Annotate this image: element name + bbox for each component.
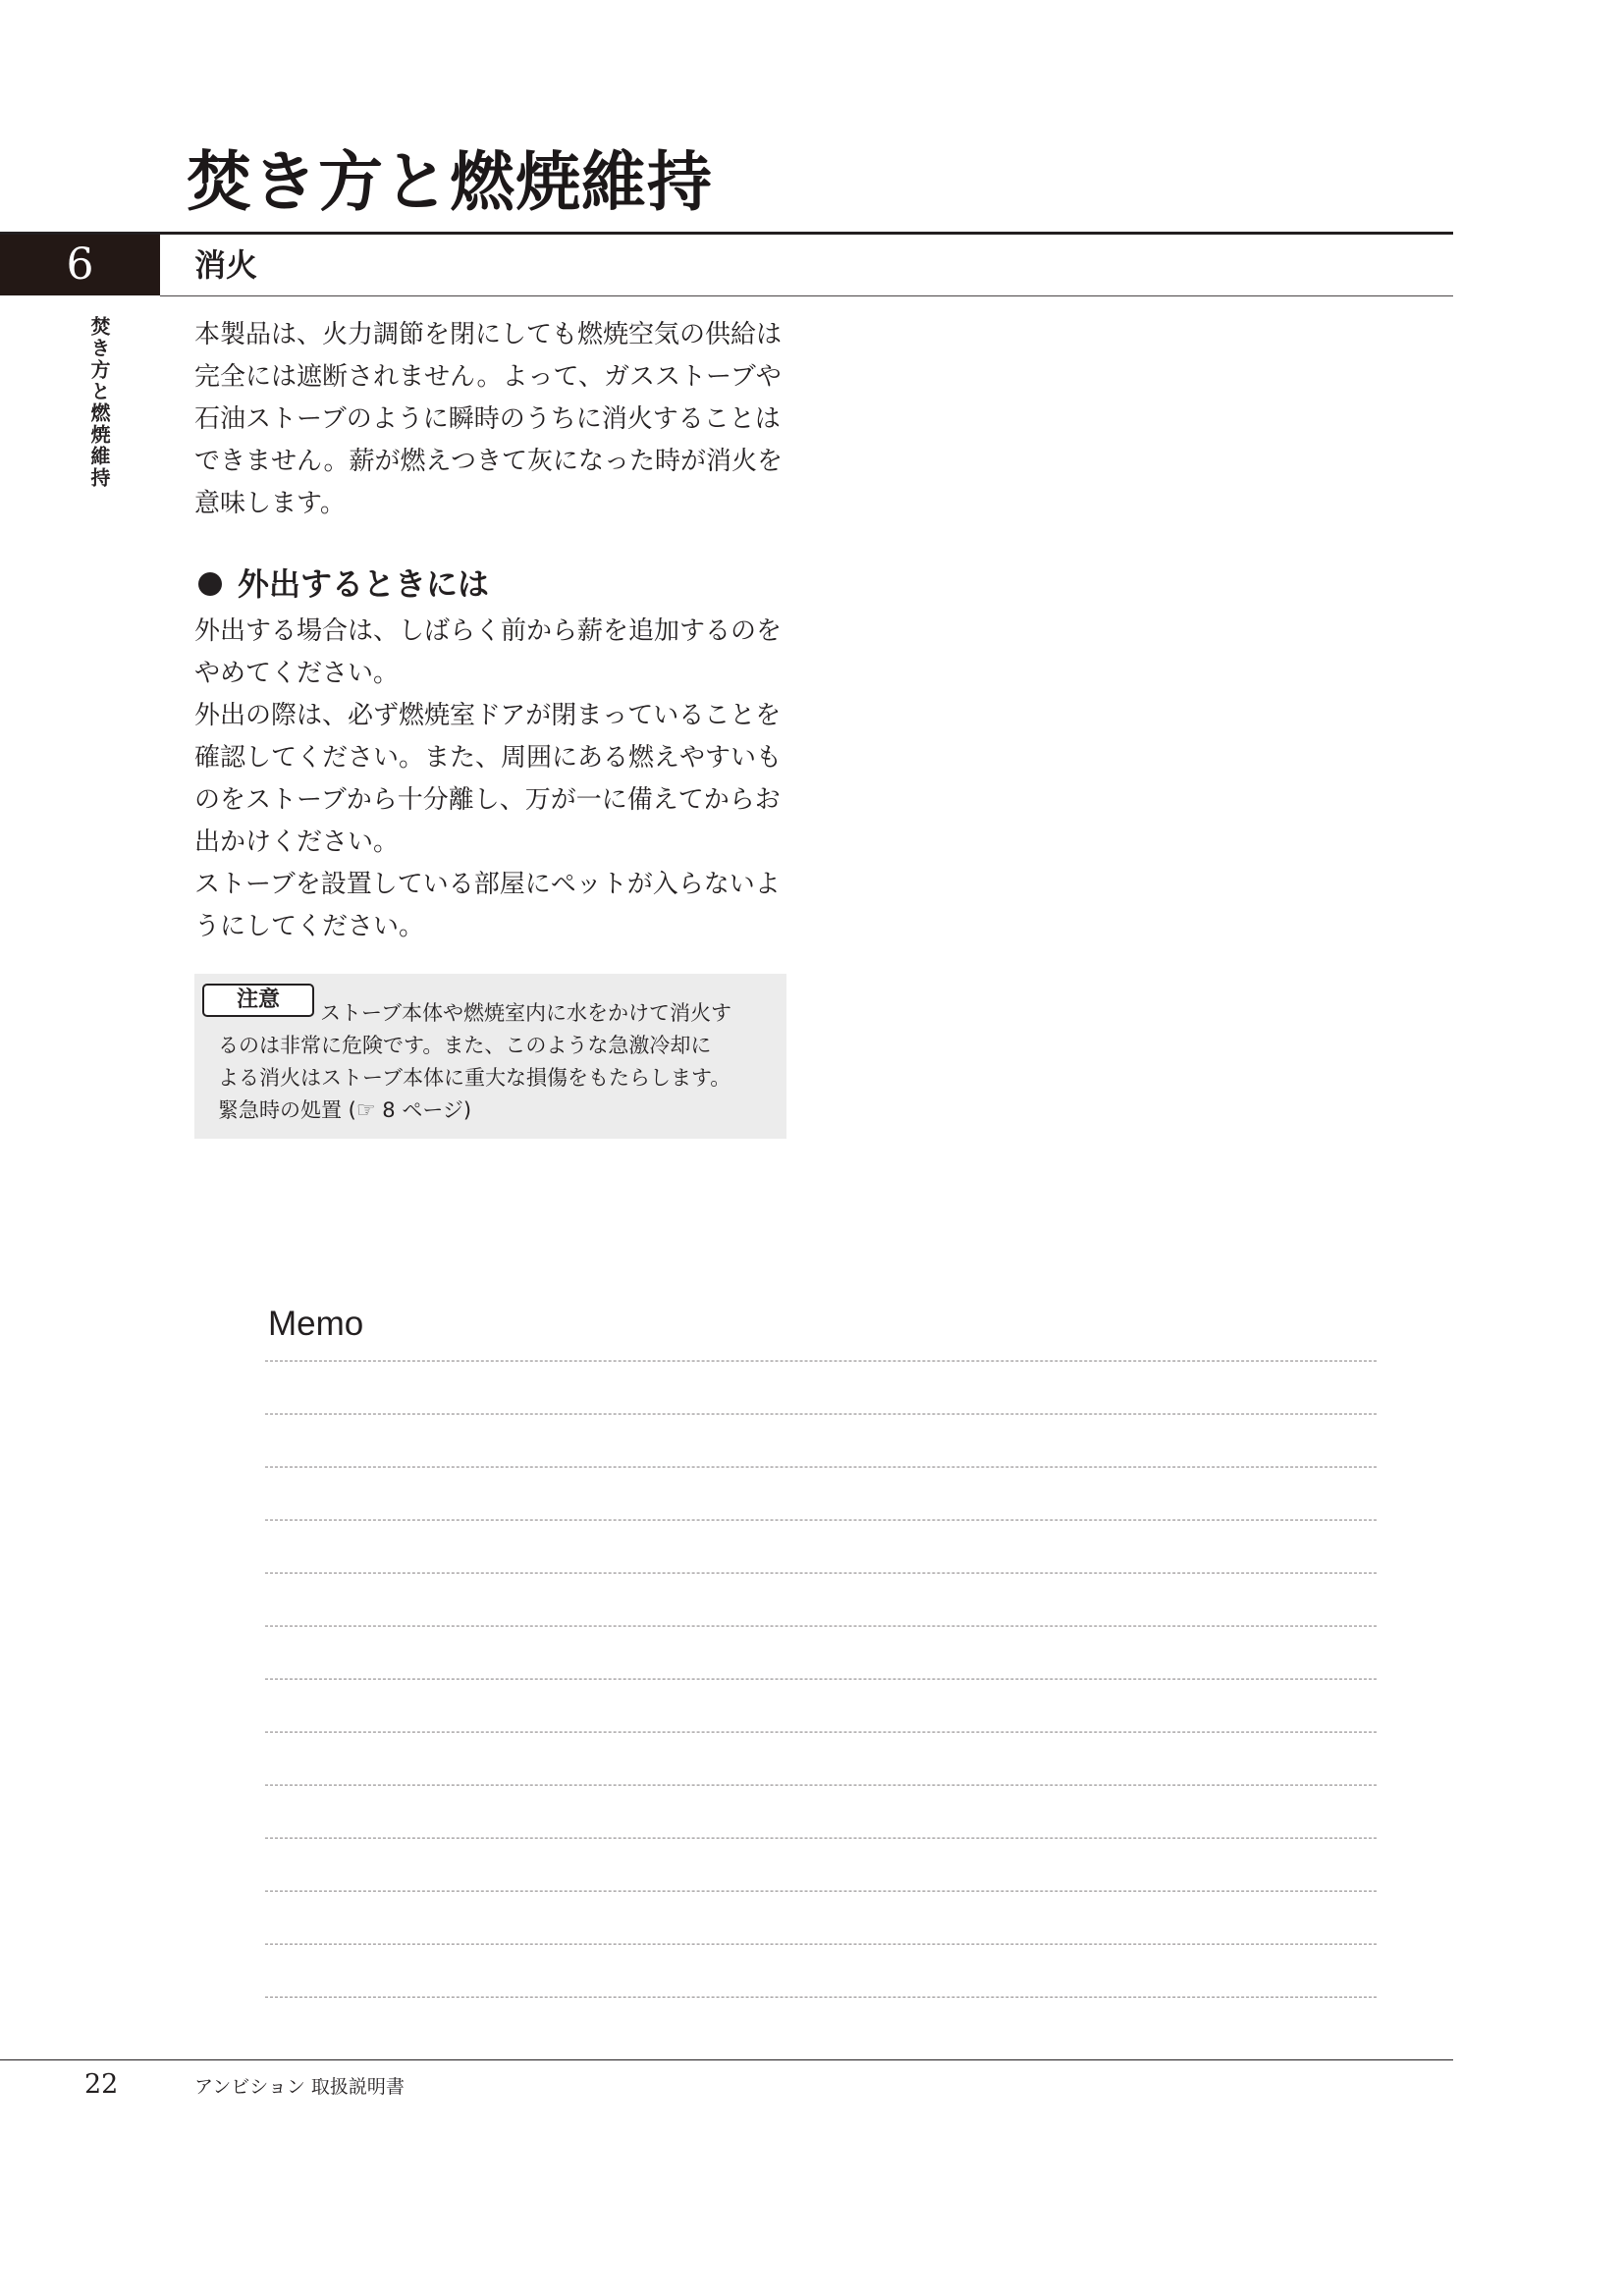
memo-line (265, 1997, 1377, 1998)
memo-line (265, 1467, 1377, 1468)
memo-line (265, 1944, 1377, 1945)
caution-page-reference: 8 ページ) (375, 1098, 472, 1122)
memo-lines (265, 1361, 1377, 2050)
section-rule (160, 295, 1453, 296)
title-rule (0, 232, 1453, 235)
section-heading: 消火 (194, 246, 258, 284)
memo-line (265, 1891, 1377, 1892)
subsection-heading (194, 561, 489, 607)
caution-label: 注意 (202, 984, 314, 1017)
section-number-badge (0, 235, 160, 295)
memo-title: Memo (268, 1305, 364, 1343)
side-tab-label: 焚き方と燃焼維持 (87, 316, 111, 489)
memo-line (265, 1732, 1377, 1733)
bullet-icon (198, 572, 222, 596)
memo-line (265, 1838, 1377, 1839)
memo-line (265, 1520, 1377, 1521)
footer-rule (0, 2059, 1453, 2060)
page-number: 22 (84, 2069, 119, 2100)
memo-line (265, 1785, 1377, 1786)
page-title: 焚き方と燃焼維持 (187, 143, 713, 220)
memo-line (265, 1414, 1377, 1415)
memo-line (265, 1679, 1377, 1680)
memo-line (265, 1361, 1377, 1362)
caution-body: ストーブ本体や燃焼室内に水をかけて消火す るのは非常に危険です。また、このような急激冷却に よる消火はストーブ本体に重大な損傷をもたらします。 緊急時の処置 ( (218, 1001, 731, 1122)
subsection-heading-text: 外出するときには (238, 565, 490, 603)
memo-line (265, 1626, 1377, 1627)
pointing-hand-icon: ☞ (355, 1098, 376, 1123)
section-body-text: 本製品は、火力調節を閉にしても燃焼空気の供給は 完全には遮断されません。よって、ガスストーブや 石油ストーブのように瞬時のうちに消火することは できません。薪が燃えつきて灰になった時が消火を 意味します。 (194, 320, 784, 518)
caution-box (194, 974, 786, 1139)
section-number: 6 (66, 240, 94, 290)
footer-title: アンビション 取扱説明書 (194, 2076, 405, 2098)
memo-line (265, 1573, 1377, 1574)
subsection-body-text: 外出する場合は、しばらく前から薪を追加するのを やめてください。 外出の際は、必ず燃焼室ドアが閉まっていることを 確認してください。また、周囲にある燃えやすいも のをストーブから十分離し、万が一に備えてからお 出かけください。 ストーブを設置している部屋にペットが入らないよ うにしてください。 (194, 616, 783, 941)
